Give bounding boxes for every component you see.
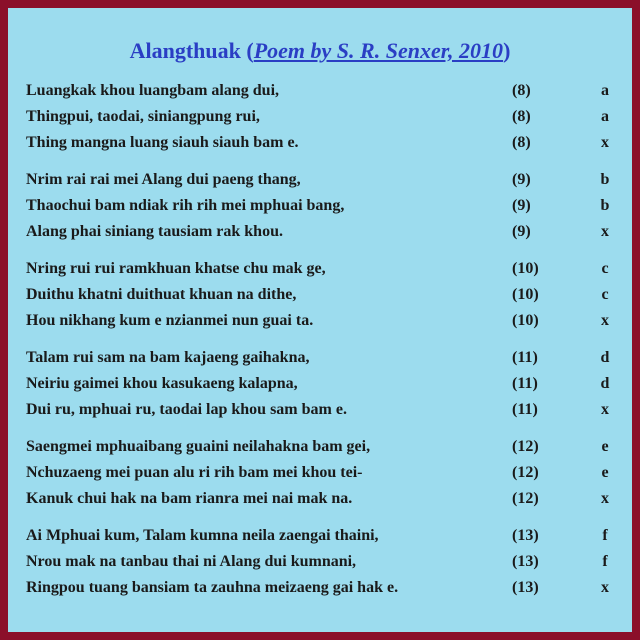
poem-line xyxy=(26,371,622,397)
stanza xyxy=(26,78,622,156)
poem-line xyxy=(26,104,622,130)
poem-line xyxy=(26,219,622,245)
line-text: Nrou mak na tanbau thai ni Alang dui kumnani, xyxy=(26,553,357,570)
line-text: Talam rui sam na bam kajaeng gaihakna, xyxy=(26,349,310,366)
poem-line xyxy=(26,193,622,219)
line-text: Thing mangna luang siauh siauh bam e. xyxy=(26,134,299,151)
rhyme-label: x xyxy=(601,579,609,596)
poem-panel xyxy=(8,8,632,632)
syllable-count: (10) xyxy=(512,260,539,277)
poem-line xyxy=(26,130,622,156)
rhyme-label: c xyxy=(601,286,609,303)
line-text: Thingpui, taodai, siniangpung rui, xyxy=(26,108,260,125)
syllable-count: (12) xyxy=(512,438,539,455)
stanza xyxy=(26,345,622,423)
syllable-count: (8) xyxy=(512,108,531,125)
line-text: Saengmei mphuaibang guaini neilahakna bam gei, xyxy=(26,438,371,455)
poem-body xyxy=(26,78,622,612)
stanza xyxy=(26,523,622,601)
rhyme-label: e xyxy=(601,464,609,481)
line-text: Neiriu gaimei khou kasukaeng kalapna, xyxy=(26,375,298,392)
title-subtitle: Poem by S. R. Senxer, 2010 xyxy=(253,38,504,63)
title-open-paren: ( xyxy=(240,38,254,63)
syllable-count: (10) xyxy=(512,286,539,303)
line-text: Dui ru, mphuai ru, taodai lap khou sam bam e. xyxy=(26,401,347,418)
line-text: Hou nikhang kum e nzianmei nun guai ta. xyxy=(26,312,314,329)
line-text: Ringpou tuang bansiam ta zauhna meizaeng gai hak e. xyxy=(26,579,399,596)
syllable-count: (13) xyxy=(512,579,539,596)
poem-line xyxy=(26,256,622,282)
poem-line xyxy=(26,486,622,512)
rhyme-label: x xyxy=(601,312,609,329)
line-text: Nring rui rui ramkhuan khatse chu mak ge, xyxy=(26,260,326,277)
rhyme-label: c xyxy=(601,260,609,277)
syllable-count: (8) xyxy=(512,82,531,99)
syllable-count: (11) xyxy=(512,401,538,418)
rhyme-label: f xyxy=(602,553,608,570)
syllable-count: (12) xyxy=(512,490,539,507)
rhyme-label: x xyxy=(601,134,609,151)
rhyme-label: e xyxy=(601,438,609,455)
line-text: Thaochui bam ndiak rih rih mei mphuai bang, xyxy=(26,197,345,214)
poem-line xyxy=(26,460,622,486)
poem-line xyxy=(26,167,622,193)
rhyme-label: a xyxy=(601,108,609,125)
stanza xyxy=(26,256,622,334)
line-text: Luangkak khou luangbam alang dui, xyxy=(26,82,280,99)
poem-line xyxy=(26,78,622,104)
title-main: Alangthuak xyxy=(129,38,241,63)
poem-line xyxy=(26,282,622,308)
syllable-count: (8) xyxy=(512,134,531,151)
line-text: Nchuzaeng mei puan alu ri rih bam mei khou tei- xyxy=(26,464,363,481)
rhyme-label: d xyxy=(600,349,610,366)
poem-line xyxy=(26,397,622,423)
syllable-count: (9) xyxy=(512,197,531,214)
rhyme-label: x xyxy=(601,401,609,418)
stanza xyxy=(26,167,622,245)
rhyme-label: x xyxy=(601,223,609,240)
syllable-count: (12) xyxy=(512,464,539,481)
poem-line xyxy=(26,523,622,549)
syllable-count: (10) xyxy=(512,312,539,329)
poem-title xyxy=(8,38,632,64)
syllable-count: (13) xyxy=(512,527,539,544)
line-text: Nrim rai rai mei Alang dui paeng thang, xyxy=(26,171,301,188)
rhyme-label: f xyxy=(602,527,608,544)
stanza xyxy=(26,434,622,512)
poem-line xyxy=(26,549,622,575)
line-text: Ai Mphuai kum, Talam kumna neila zaengai thaini, xyxy=(26,527,379,544)
poem-line xyxy=(26,308,622,334)
poem-line xyxy=(26,575,622,601)
syllable-count: (13) xyxy=(512,553,539,570)
poem-line xyxy=(26,434,622,460)
rhyme-label: x xyxy=(601,490,609,507)
rhyme-label: d xyxy=(600,375,610,392)
syllable-count: (11) xyxy=(512,375,538,392)
syllable-count: (9) xyxy=(512,171,531,188)
syllable-count: (11) xyxy=(512,349,538,366)
line-text: Kanuk chui hak na bam rianra mei nai mak na. xyxy=(26,490,353,507)
poem-line xyxy=(26,345,622,371)
line-text: Alang phai siniang tausiam rak khou. xyxy=(26,223,283,240)
rhyme-label: b xyxy=(600,197,610,214)
title-close-paren: ) xyxy=(503,38,511,63)
syllable-count: (9) xyxy=(512,223,531,240)
rhyme-label: b xyxy=(600,171,610,188)
line-text: Duithu khatni duithuat khuan na dithe, xyxy=(26,286,297,303)
rhyme-label: a xyxy=(601,82,609,99)
